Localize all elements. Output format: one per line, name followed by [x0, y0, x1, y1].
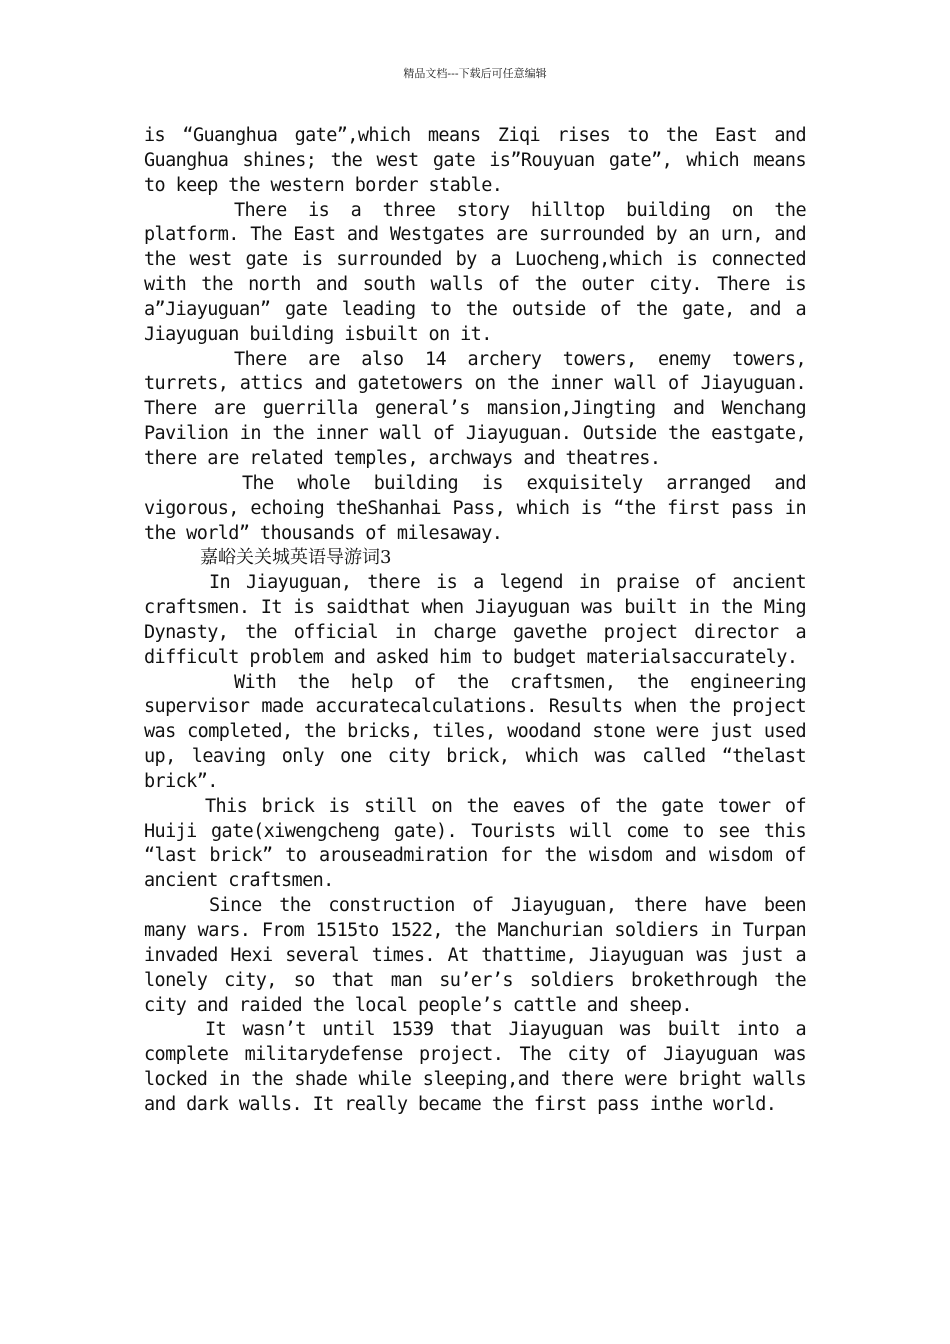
- paragraph-8: Since the construction of Jiayuguan, there have been many wars. From 1515to 1522, the Manchurian soldiers in Turpan invaded Hexi several times. At thattime, Jiayuguan was just a lonely city, so that man su’er’s soldiers brokethrough the city and raided the local people’s cattle and sheep.: [144, 895, 806, 1016]
- paragraph-5: In Jiayuguan, there is a legend in praise of ancient craftsmen. It is saidthat when Jiayuguan was built in the Ming Dynasty, the official in charge gavethe project director a difficult problem and asked him to budget materialsaccurately.: [144, 572, 806, 668]
- paragraph-2: There is a three story hilltop building on the platform. The East and Westgates are surrounded by an urn, and the west gate is surrounded by a Luocheng,which is connected with the north and south walls of the outer city. There is a”Jiayuguan” gate leading to the outside of the gate, and a Jiayuguan building isbuilt on it.: [144, 199, 806, 345]
- section-heading: 嘉峪关关城英语导游词3: [200, 547, 392, 569]
- page-header: 精品文档---下载后可任意编辑: [403, 67, 547, 80]
- paragraph-4: The whole building is exquisitely arranged and vigorous, echoing theShanhai Pass, which is “the first pass in the world” thousands of milesaway.: [144, 472, 806, 544]
- paragraph-9: It wasn’t until 1539 that Jiayuguan was built into a complete militarydefense project. The city of Jiayuguan was locked in the shade while sleeping,and there were bright walls and dark walls. It really became the first pass inthe world.: [144, 1019, 806, 1115]
- paragraph-7: This brick is still on the eaves of the gate tower of Huiji gate(xiwengcheng gate). Tourists will come to see this “last brick” to arouseadmiration for the wisdom and wisdom of ancient craftsmen.: [144, 795, 806, 892]
- document-body: [144, 124, 806, 1118]
- paragraph-6: With the help of the craftsmen, the engineering supervisor made accuratecalculations. Results when the project was completed, the bricks, tiles, woodand stone were just used up, leaving only one city brick, which was called “thelast brick”.: [144, 671, 806, 792]
- paragraph-1: is “Guanghua gate”,which means Ziqi rises to the East and Guanghua shines; the west gate is”Rouyuan gate”, which means to keep the western border stable.: [144, 125, 806, 196]
- paragraph-3: There are also 14 archery towers, enemy towers, turrets, attics and gatetowers on the inner wall of Jiayuguan. There are guerrilla general’s mansion,Jingting and Wenchang Pavilion in the inner wall of Jiayuguan. Outside the eastgate, there are related temples, archways and theatres.: [144, 348, 806, 469]
